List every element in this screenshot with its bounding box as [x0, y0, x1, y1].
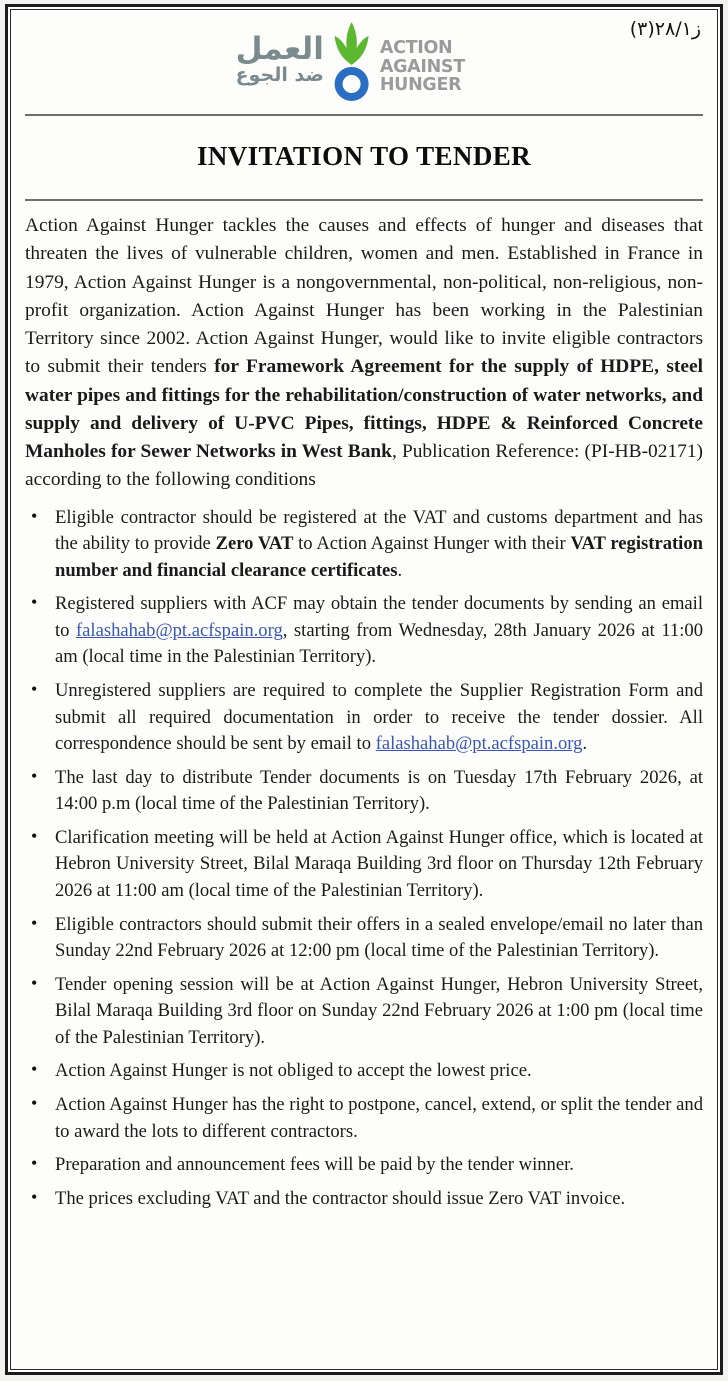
- conditions-list: [25, 505, 703, 1213]
- logo-arabic-text: [235, 30, 324, 87]
- logo-english-text: [380, 25, 465, 95]
- logo-english-line-3: HUNGER: [379, 75, 462, 96]
- intro-paragraph: [25, 212, 703, 494]
- condition-text: Registered suppliers with ACF may obtain the tender documents by sending an email to: [55, 593, 703, 641]
- email-link[interactable]: falashahab@pt.acfspain.org: [75, 619, 283, 641]
- condition-item: [25, 505, 703, 585]
- condition-text: .: [397, 559, 403, 581]
- condition-text: Preparation and announcement fees will be paid by the tender winner.: [55, 1154, 574, 1176]
- logo-arabic-sub: ضد الجوع: [235, 63, 324, 86]
- condition-item: [25, 825, 703, 905]
- condition-text: The prices excluding VAT and the contractor should issue Zero VAT invoice.: [55, 1187, 626, 1209]
- condition-text: Eligible contractors should submit their offers in a sealed envelope/email no later than Sunday 22nd February 2026 at 12:00 pm (local time of the Palestinian Territory).: [55, 913, 703, 962]
- page-title: INVITATION TO TENDER: [196, 141, 532, 172]
- condition-text: Clarification meeting will be held at Action Against Hunger office, which is located at Hebron University Street, Bilal Maraqa Building 3rd floor on Thursday 12th February 2026 at 11:00 am (local time of the Palestinian Territory).: [55, 826, 703, 902]
- condition-text: Action Against Hunger is not obliged to accept the lowest price.: [55, 1060, 532, 1082]
- intro-text-part-1: Action Against Hunger tackles the causes and effects of hunger and diseases that threaten the lives of vulnerable children, women and men. Established in France in 1979, Action Against Hunger is a nongovernmental, non-political, non-religious, non-profit organization. Action Against Hunger has been working in the Palestinian Territory since 2002. Action Against Hunger, would like to invite eligible contractors to submit their tenders: [25, 215, 703, 378]
- reference-code: ز٢٨/١(٣): [629, 18, 701, 40]
- condition-text: Eligible contractor should be registered at the VAT and customs department and has the ability to provide: [55, 506, 703, 555]
- outer-border: [5, 4, 723, 1375]
- intro-text-part-2: , Publication Reference: (PI-HB-02171) according to the following conditions: [25, 441, 703, 491]
- condition-item: [25, 1186, 703, 1213]
- condition-text: Action Against Hunger has the right to postpone, cancel, extend, or split the tender and to award the lots to different contractors.: [55, 1094, 703, 1142]
- email-link[interactable]: falashahab@pt.acfspain.org: [375, 733, 583, 755]
- condition-item: [25, 912, 703, 965]
- condition-text: Unregistered suppliers are required to complete the Supplier Registration Form and submit all required documentation in order to receive the tender dossier. All correspondence should be sent by email to: [55, 679, 703, 755]
- condition-text: , starting from Wednesday, 28th January 2026 at 11:00 am (local time in the Palestinian Territory).: [55, 619, 703, 668]
- condition-text: to Action Against Hunger with their: [293, 533, 571, 555]
- inner-border: [10, 9, 718, 1370]
- condition-text: Tender opening session will be at Action Against Hunger, Hebron University Street, Bilal Maraqa Building 3rd floor on Sunday 22nd February 2026 at 1:00 pm (local time of the Palestinian Territory).: [55, 973, 703, 1048]
- emphasis-text: Zero VAT: [215, 533, 294, 555]
- condition-item: [25, 765, 703, 818]
- logo-english-line-2: AGAINST: [379, 56, 465, 77]
- condition-item: [25, 972, 703, 1052]
- title-rule-bottom: [25, 199, 703, 201]
- tender-subject: for Framework Agreement for the supply of HDPE, steel water pipes and fittings for the rehabilitation/construction of water networks, and supply and delivery of U-PVC Pipes, fittings, HDPE & Reinforced Concrete Manholes for Sewer Networks in West Bank: [25, 356, 703, 463]
- organization-logo: [236, 18, 465, 102]
- condition-item: [25, 1092, 703, 1145]
- leaf-and-ring-icon: [329, 18, 375, 102]
- document-header: [25, 10, 703, 114]
- logo-english-line-1: ACTION: [379, 38, 453, 59]
- condition-item: [25, 678, 703, 758]
- condition-item: [25, 591, 703, 671]
- condition-item: [25, 1152, 703, 1179]
- condition-item: [25, 1058, 703, 1085]
- logo-arabic-main: العمل: [235, 30, 324, 67]
- title-rule-top: [25, 114, 703, 116]
- emphasis-text: VAT registration number and financial clearance certificates: [55, 533, 703, 581]
- condition-text: The last day to distribute Tender documents is on Tuesday 17th February 2026, at 14:00 p.m (local time of the Palestinian Territory).: [55, 766, 703, 815]
- condition-text: .: [582, 733, 588, 755]
